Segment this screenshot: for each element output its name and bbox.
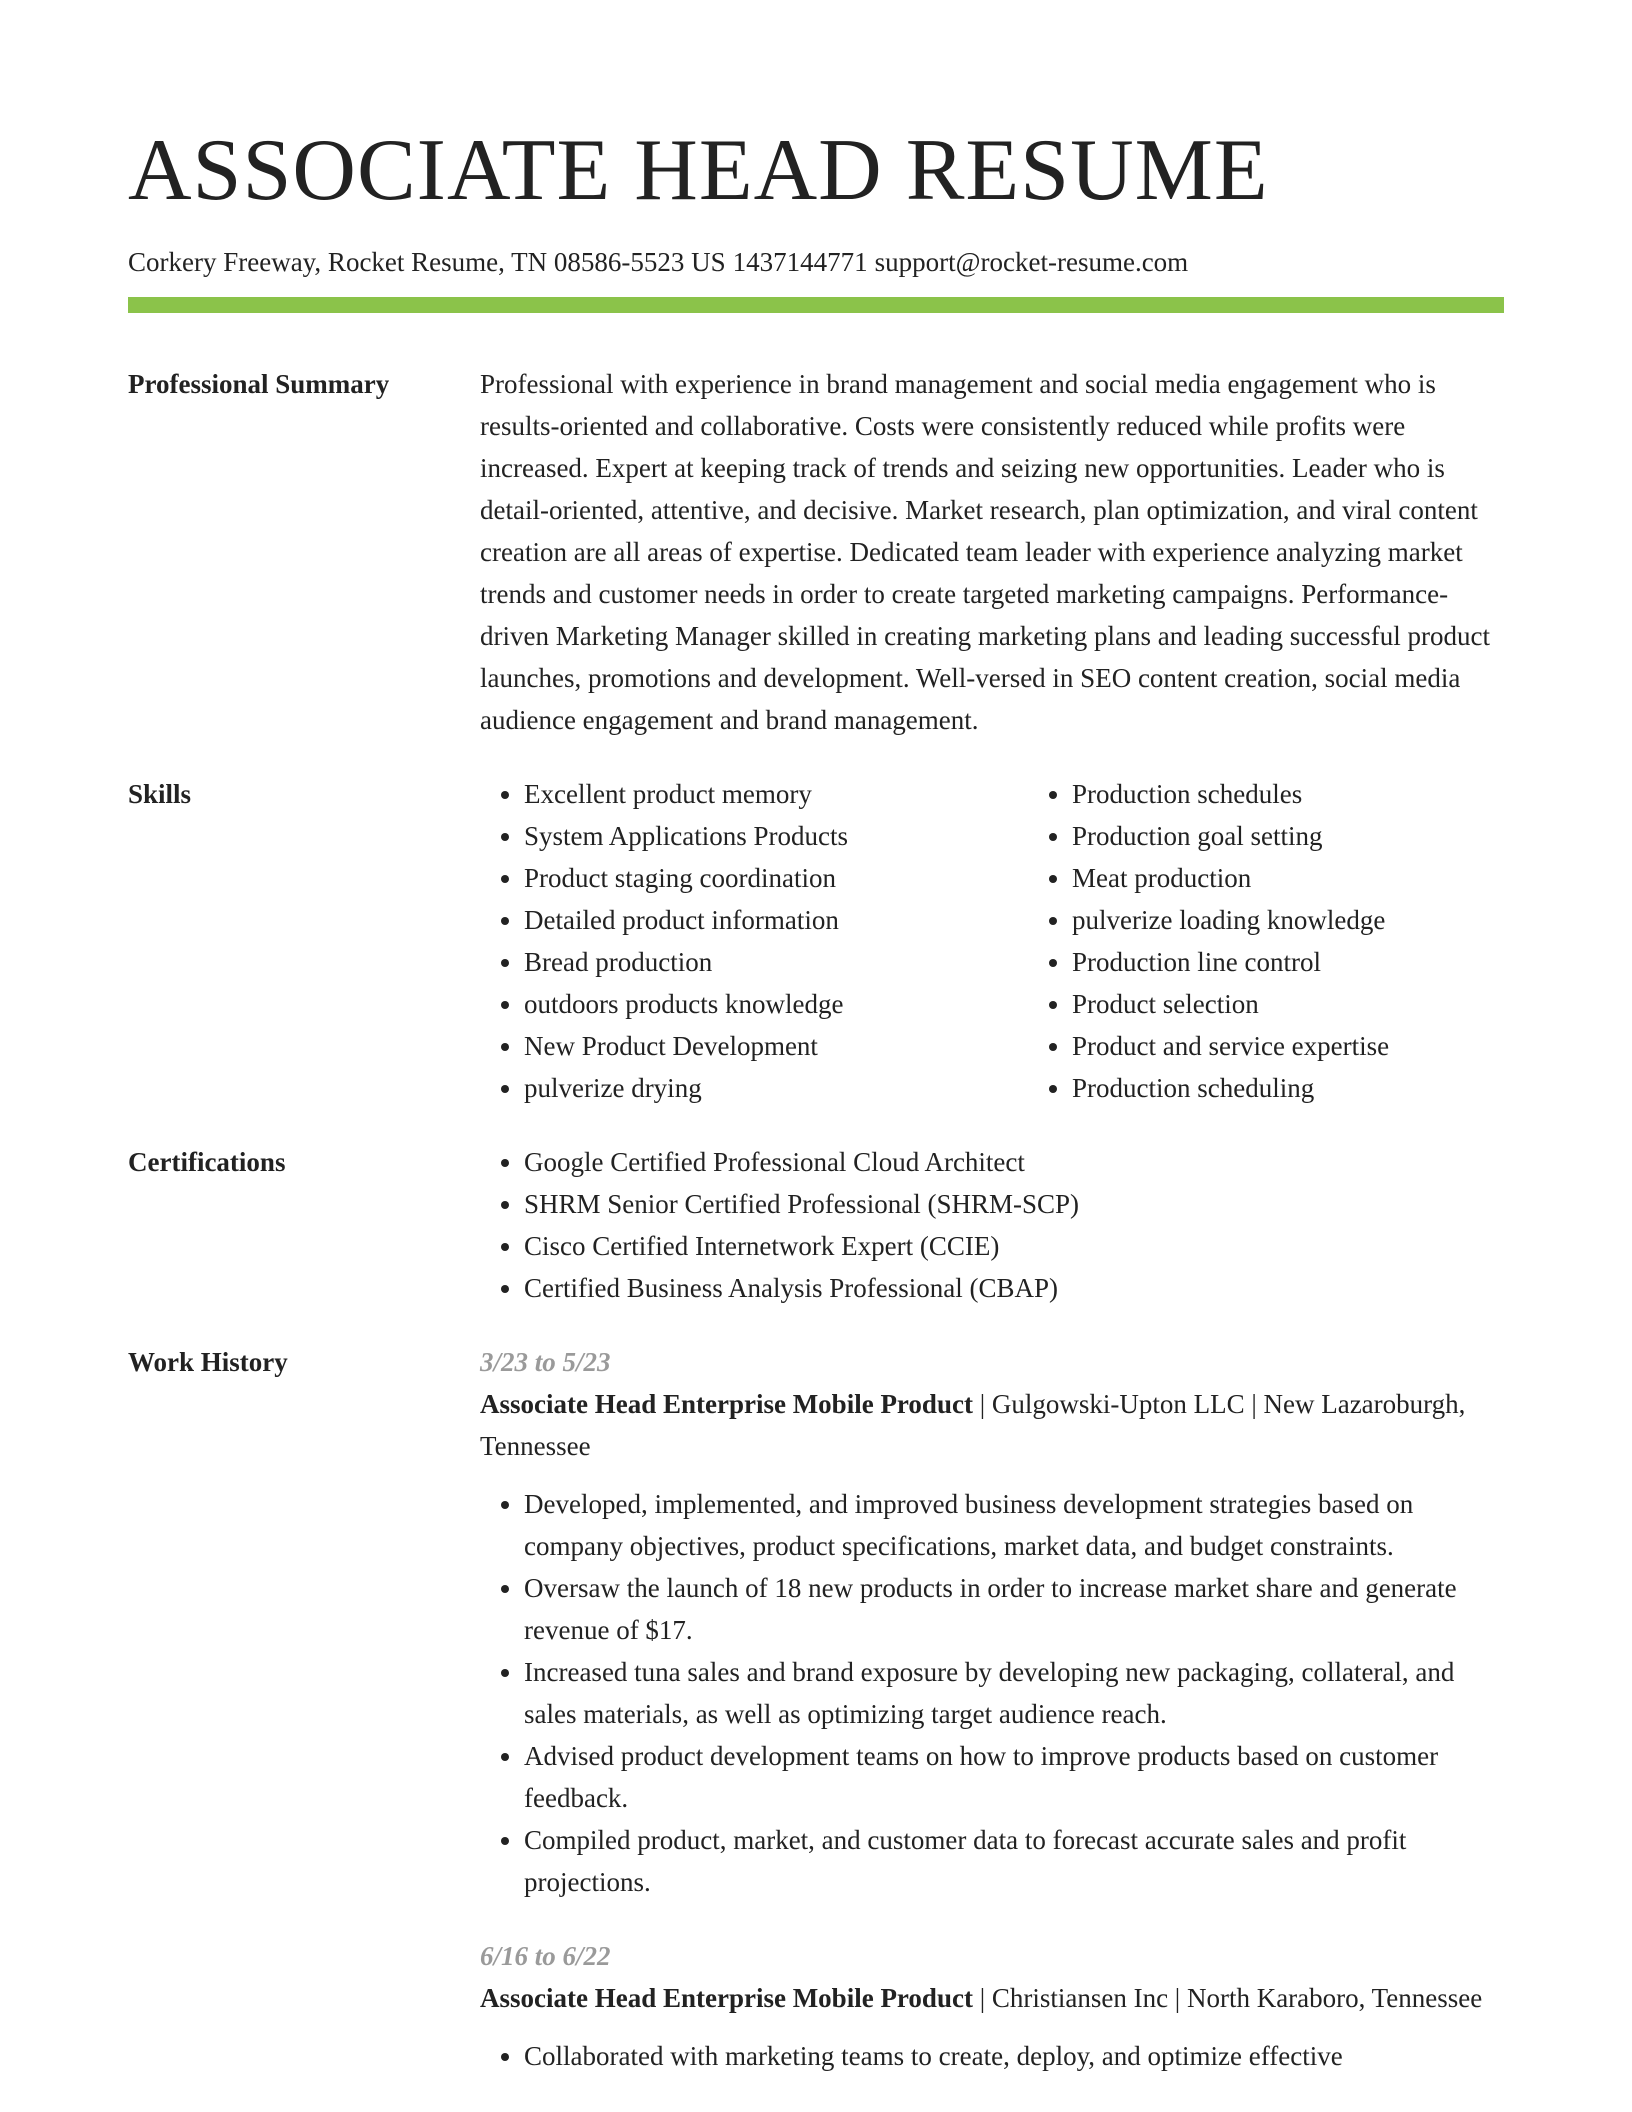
skill-item: • Production goal setting [1072,815,1548,857]
skill-item: • Production line control [1072,941,1548,983]
address-text: Corkery Freeway, Rocket Resume, TN 08586-5523 US [128,247,726,277]
skill-item: • Product selection [1072,983,1548,1025]
skills-content [480,773,1504,1109]
skills-list-right [1028,773,1548,1109]
job-bullet: • Advised product development teams on how to improve products based on customer feedback. [524,1735,1504,1819]
phone-text: 1437144771 [732,247,868,277]
job-title: Associate Head Enterprise Mobile Product [480,1983,973,2013]
job-bullet: • Oversaw the launch of 18 new products in order to increase market share and generate revenue of $17. [524,1567,1504,1651]
job-entry [480,1341,1504,1903]
skill-item: • Excellent product memory [524,773,984,815]
skill-item: • Meat production [1072,857,1548,899]
job-details: | Christiansen Inc | North Karaboro, Tennessee [972,1983,1483,2013]
job-bullets [480,1483,1504,1903]
job-details: | Gulgowski-Upton LLC | New Lazaroburgh, Tennessee [480,1389,1466,1461]
skill-item: • Detailed product information [524,899,984,941]
skill-item: • Production scheduling [1072,1067,1548,1109]
section-label: Professional Summary [128,369,390,399]
job-bullet: • Compiled product, market, and customer data to forecast accurate sales and profit projections. [524,1819,1504,1903]
job-heading [480,1977,1504,2019]
job-entry [480,1935,1504,2077]
section-label: Skills [128,779,192,809]
certifications-list [480,1141,1504,1309]
section-label: Certifications [128,1147,286,1177]
header-divider [128,297,1504,313]
skill-item: • pulverize loading knowledge [1072,899,1548,941]
job-bullet: • Increased tuna sales and brand exposure by developing new packaging, collateral, and sales materials, as well as optimizing target audience reach. [524,1651,1504,1735]
job-title: Associate Head Enterprise Mobile Product [480,1389,973,1419]
section-skills [128,773,1504,1109]
section-certifications [128,1141,1504,1309]
job-bullet: • Collaborated with marketing teams to create, deploy, and optimize effective [524,2035,1504,2077]
resume-page [128,0,1504,2077]
job-heading [480,1383,1504,1467]
certification-item: • Certified Business Analysis Professional (CBAP) [524,1267,1504,1309]
skill-item: • Product staging coordination [524,857,984,899]
certification-item: • Cisco Certified Internetwork Expert (CCIE) [524,1225,1504,1267]
certification-item: • SHRM Senior Certified Professional (SHRM-SCP) [524,1183,1504,1225]
certification-item: • Google Certified Professional Cloud Architect [524,1141,1504,1183]
work-history-content [480,1341,1504,2077]
skill-item: • Bread production [524,941,984,983]
skill-item: • outdoors products knowledge [524,983,984,1025]
skill-item: • System Applications Products [524,815,984,857]
summary-text: Professional with experience in brand management and social media engagement who is results-oriented and collaborative. Costs were consistently reduced while profits were increased. Expert at keeping track of trends and seizing new opportunities. Leader who is detail-oriented, attentive, and decisive. Market research, plan optimization, and viral content creation are all areas of expertise. Dedicated team leader with experience analyzing market trends and customer needs in order to create targeted marketing campaigns. Performance-driven Marketing Manager skilled in creating marketing plans and leading successful product launches, promotions and development. Well-versed in SEO content creation, social media audience engagement and brand management. [480,369,1490,735]
email-text: support@rocket-resume.com [874,247,1189,277]
job-dates: 6/16 to 6/22 [480,1941,611,1971]
section-work-history [128,1341,1504,2077]
job-bullet: • Developed, implemented, and improved business development strategies based on company objectives, product specifications, market data, and budget constraints. [524,1483,1504,1567]
resume-title: ASSOCIATE HEAD RESUME [128,122,1269,219]
job-dates: 3/23 to 5/23 [480,1347,611,1377]
job-bullets [480,2035,1504,2077]
skill-item: • Product and service expertise [1072,1025,1548,1067]
skills-list-left [480,773,984,1109]
skill-item: • Production schedules [1072,773,1548,815]
skill-item: • New Product Development [524,1025,984,1067]
certifications-content [480,1141,1504,1309]
contact-line [128,244,1504,280]
section-professional-summary [128,363,1504,741]
section-label: Work History [128,1347,288,1377]
skill-item: • pulverize drying [524,1067,984,1109]
skills-columns [480,773,1504,1109]
